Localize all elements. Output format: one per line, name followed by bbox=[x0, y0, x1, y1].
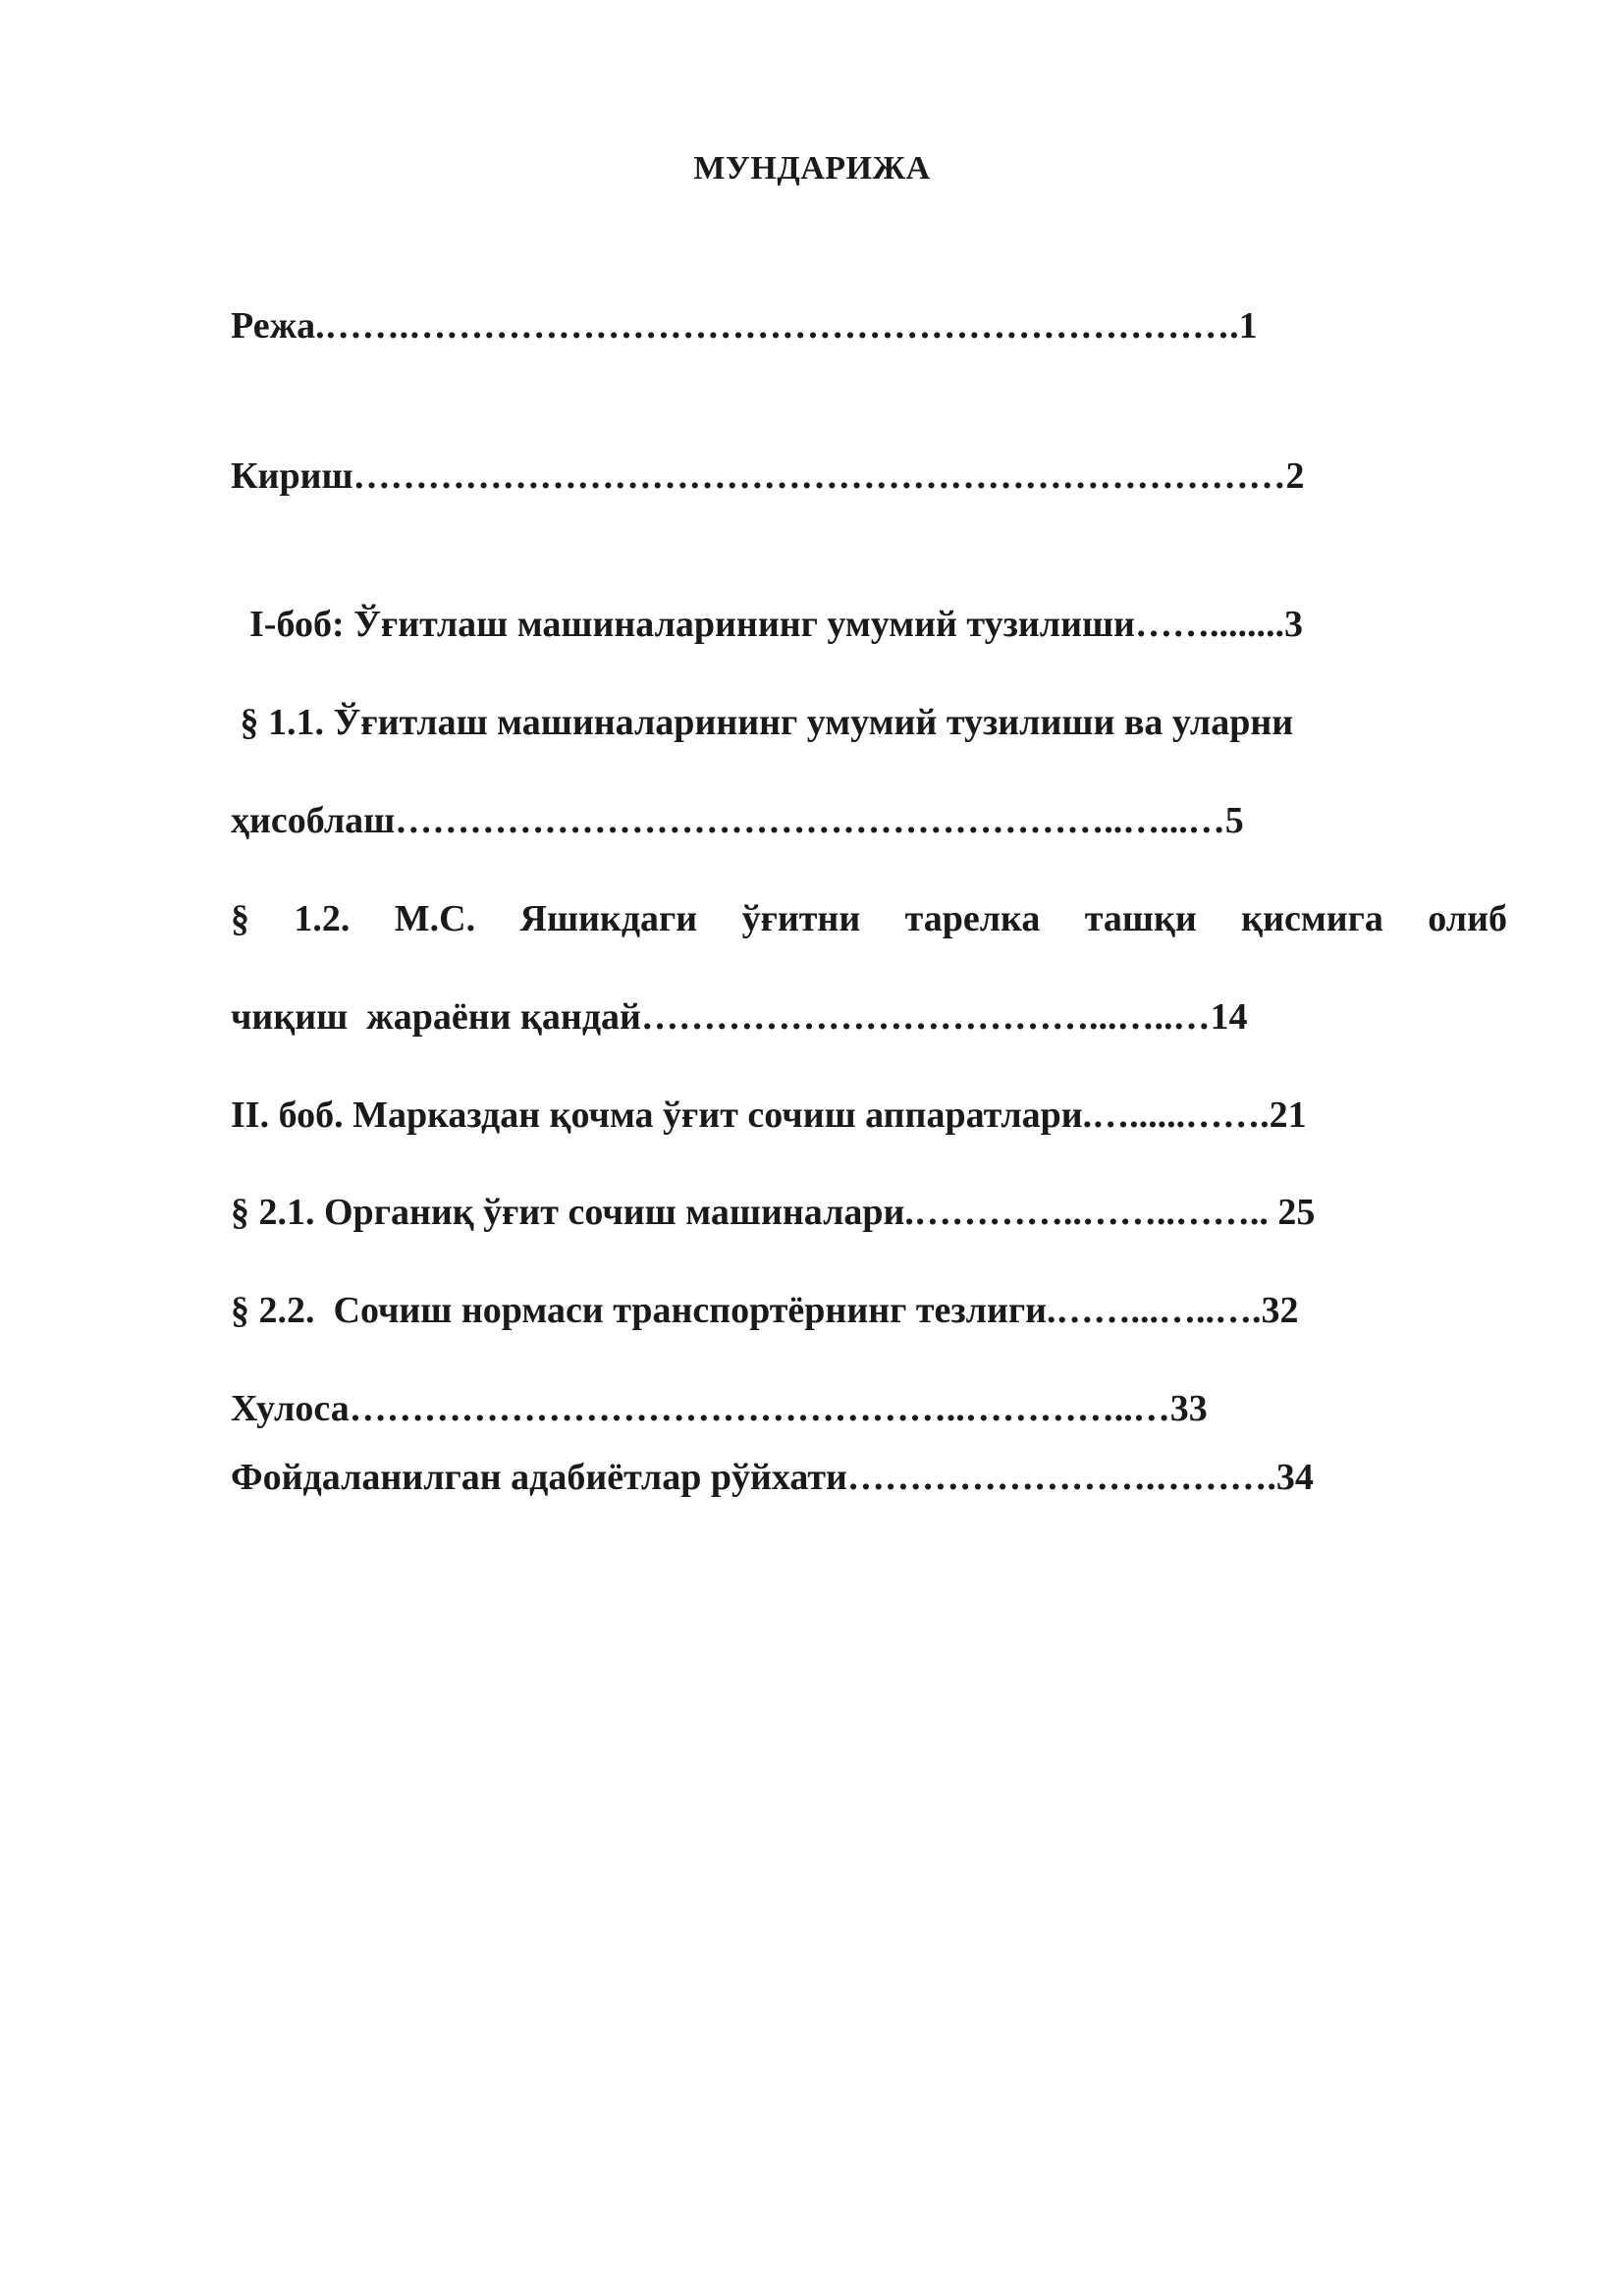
toc-entry-kirish: Кириш…………………………………………………………………2 bbox=[231, 455, 1305, 497]
toc-entry-chapter-2: II. боб. Марказдан қочма ўғит сочиш аппаратлари.…......…….21 bbox=[231, 1095, 1307, 1136]
toc-entry-section-2-1: § 2.1. Органиқ ўғит сочиш машиналари.…………..……..…….. 25 bbox=[231, 1192, 1316, 1233]
toc-entry-section-2-2: § 2.2. Сочиш нормаси транспортёрнинг тезлиги.……...…..….32 bbox=[231, 1290, 1299, 1331]
toc-entry-section-1-2-line-1: § 1.2. М.С. Яшикдаги ўғитни тарелка ташқи қисмига олиб bbox=[231, 898, 1507, 939]
page-title: МУНДАРИЖА bbox=[693, 150, 931, 187]
toc-entry-section-1-1-line-1: § 1.1. Ўғитлаш машиналарининг умумий тузилиши ва уларни bbox=[231, 702, 1294, 743]
toc-entry-xulosa: Хулоса…………………………………………..…………..…33 bbox=[231, 1388, 1208, 1429]
toc-entry-section-1-1-line-2: ҳисоблаш…………………………………………………..…...…5 bbox=[231, 800, 1244, 841]
toc-entry-reja: Режа.…….………………………………………………………….1 bbox=[231, 305, 1258, 347]
toc-entry-section-1-2-line-2: чиқиш жараёни қандай………………………………...…..…14 bbox=[231, 996, 1248, 1038]
toc-entry-chapter-1: I-боб: Ўғитлаш машиналарининг умумий тузилиши……........3 bbox=[231, 604, 1303, 645]
toc-entry-references: Фойдаланилган адабиётлар рўйхати…………………….……….34 bbox=[231, 1457, 1314, 1498]
